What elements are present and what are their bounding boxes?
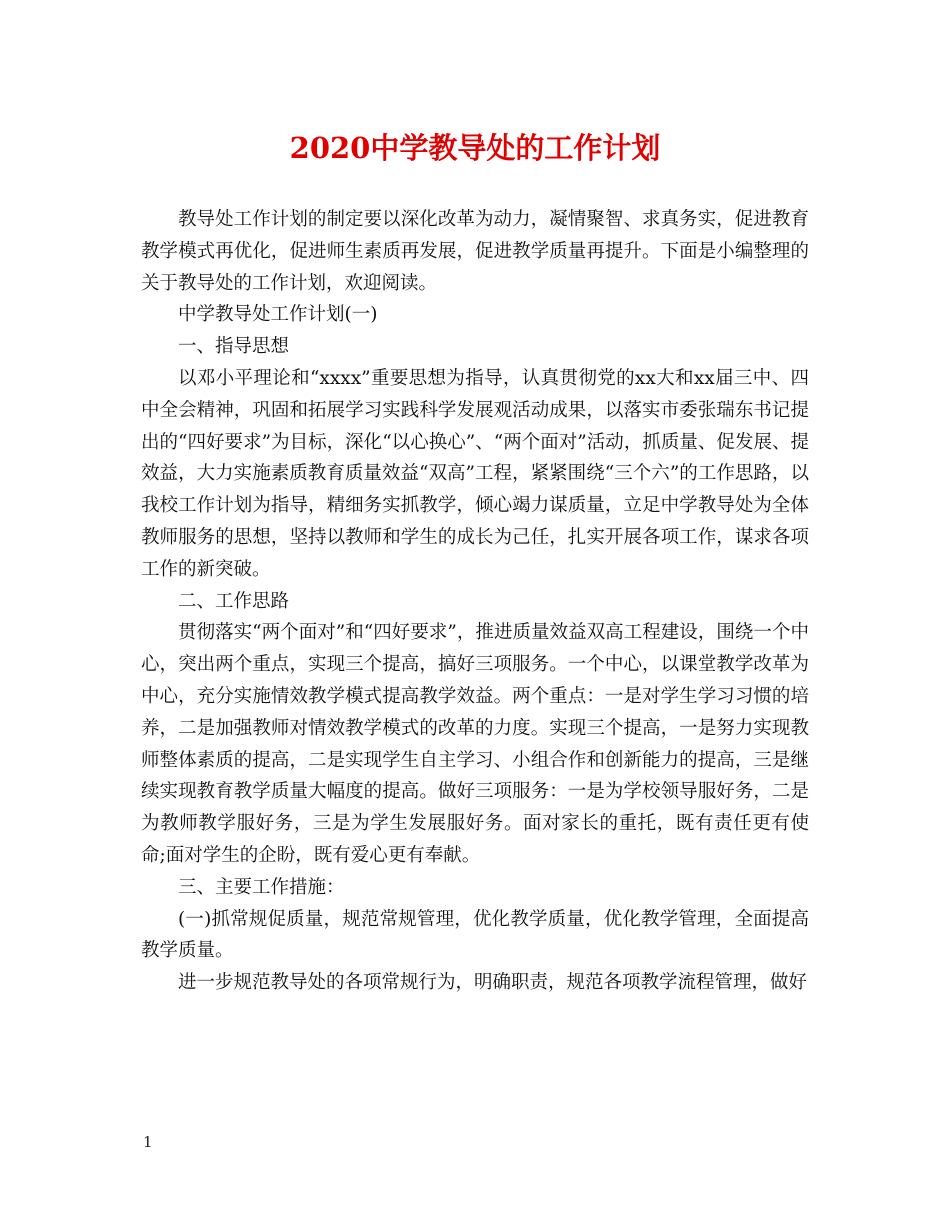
plan-heading: 中学教导处工作计划(一) — [178, 304, 378, 326]
section-heading-main-measures: 三、主要工作措施： — [178, 876, 345, 898]
work-approach-paragraph: 贯彻落实“两个面对”和“四好要求”，推进质量效益双高工程建设，围绕一个中心，突出两个重点，实现三个提高，搞好三项服务。一个中心，以课堂教学改革为中心，充分实施情效教学模式提高教学效益。两个重点：一是对学生学习习惯的培养，二是加强教师对情效教学模式的改革的力度。实现三个提高，一是努力实现教师整体素质的提高，二是实现学生自主学习、小组合作和创新能力的提高，三是继续实现教育教学质量大幅度的提高。做好三项服务：一是为学校领导服好务，二是为教师教学服好务，三是为学生发展服好务。面对家长的重托，既有责任更有使命;面对学生的企盼，既有爱心更有奉献。 — [141, 622, 809, 866]
document-title: 2020中学教导处的工作计划 — [289, 131, 661, 165]
measure-one-paragraph: (一)抓常规促质量，规范常规管理，优化教学质量，优化教学管理，全面提高教学质量。 — [141, 908, 809, 962]
section-heading-guiding-thought: 一、指导思想 — [178, 336, 290, 358]
guiding-thought-paragraph: 以邓小平理论和“xxxx”重要思想为指导，认真贯彻党的xx大和xx届三中、四中全会精神，巩固和拓展学习实践科学发展观活动成果，以落实市委张瑞东书记提出的“四好要求”为目标，深化“以心换心”、“两个面对”活动，抓质量、促发展、提效益，大力实施素质教育质量效益“双高”工程，紧紧围绕“三个六”的工作思路，以我校工作计划为指导，精细务实抓教学，倾心竭力谋质量，立足中学教导处为全体教师服务的思想，坚持以教师和学生的成长为己任，扎实开展各项工作，谋求各项工作的新突破。 — [141, 367, 809, 580]
measure-detail-paragraph: 进一步规范教导处的各项常规行为，明确职责，规范各项教学流程管理，做好 — [178, 972, 808, 994]
intro-paragraph: 教导处工作计划的制定要以深化改革为动力，凝情聚智、求真务实，促进教育教学模式再优化，促进师生素质再发展，促进教学质量再提升。下面是小编整理的关于教导处的工作计划，欢迎阅读。 — [141, 209, 809, 294]
page-number: 1 — [143, 1133, 153, 1151]
section-heading-work-approach: 二、工作思路 — [178, 590, 290, 612]
document-body — [141, 204, 809, 999]
